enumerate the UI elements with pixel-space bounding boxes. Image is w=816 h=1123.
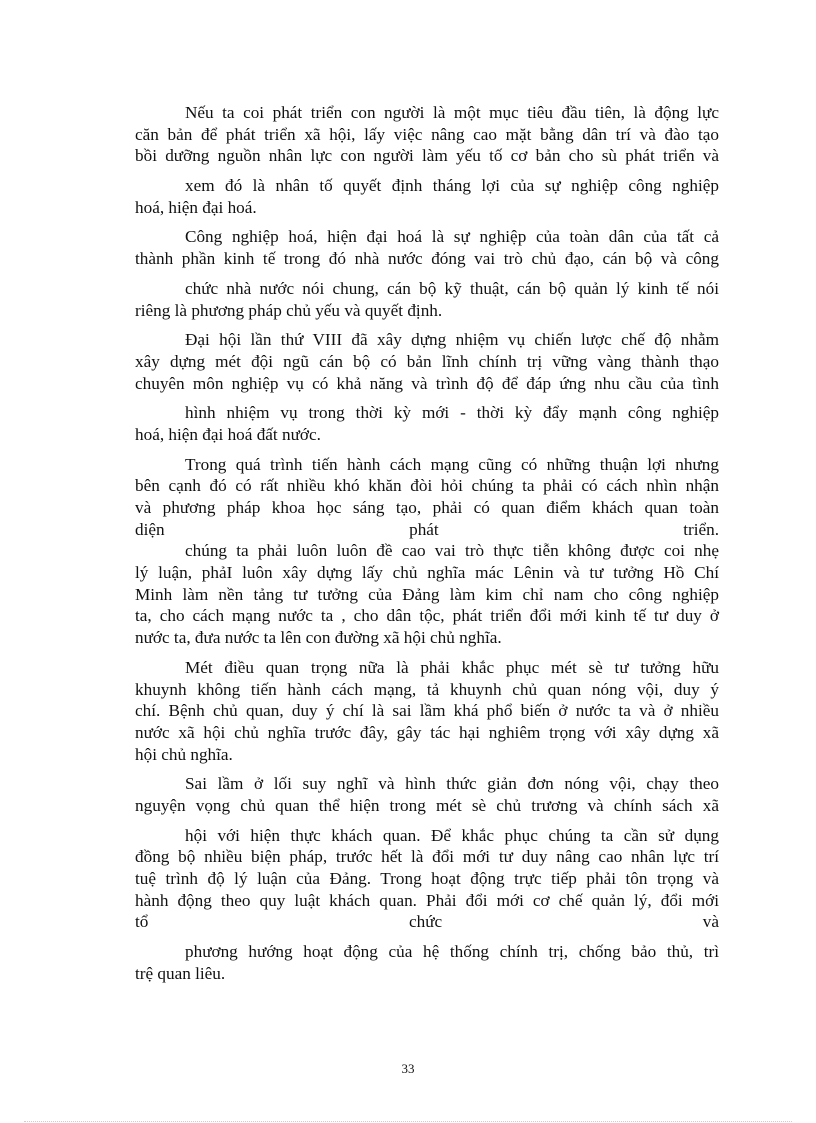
paragraph-12: [135, 941, 719, 984]
paragraph-2: [135, 175, 719, 218]
text-line: thành phần kinh tế trong đó nhà nước đóng vai trò chủ đạo, cán bộ và công: [135, 249, 719, 269]
paragraph-1: [135, 102, 719, 167]
text-line: bên cạnh đó có rất nhiều khó khăn đòi hỏi chúng ta phải có cách nhìn nhận: [135, 476, 719, 496]
text-line: Mét điều quan trọng nữa là phải khắc phục mét sè tư tưởng hữu: [185, 657, 719, 677]
text-line: hoá, hiện đại hoá.: [135, 197, 257, 217]
text-line: khuynh không tiến hành cách mạng, tả khuynh chủ quan nóng vội, duy ý: [135, 679, 719, 699]
text-line: hội với hiện thực khách quan. Để khắc phục chúng ta cần sử dụng: [185, 825, 719, 845]
text-line: ta, cho cách mạng nước ta , cho dân tộc, phát triển đổi mới kinh tế tư duy ở: [135, 606, 719, 626]
text-line: căn bản để phát triển xã hội, lấy việc nâng cao mặt bằng dân trí và đào tạo: [135, 124, 719, 144]
paragraph-4: [135, 278, 719, 321]
text-line: Sai lầm ở lối suy nghĩ và hình thức giản đơn nóng vội, chạy theo: [185, 774, 719, 794]
text-line: tuệ trình độ lý luận của Đảng. Trong hoạt động trực tiếp phải tôn trọng và: [135, 869, 719, 888]
text-line: chúng ta phải luôn luôn đề cao vai trò thực tiễn không được coi nhẹ: [185, 541, 719, 561]
text-line: trệ quan liêu.: [135, 963, 226, 983]
text-line: nước ta, đưa nước ta lên con đường xã hội chủ nghĩa.: [135, 628, 502, 648]
text-line: hình nhiệm vụ trong thời kỳ mới - thời kỳ đẩy mạnh công nghiệp: [185, 403, 719, 423]
paragraph-8: [135, 540, 719, 648]
paragraph-9: [135, 657, 719, 765]
paragraph-6: [135, 402, 719, 445]
text-line: bồi dưỡng nguồn nhân lực con người làm yếu tố cơ bản cho sù phát triển và: [135, 146, 719, 166]
text-line: hội chủ nghĩa.: [135, 744, 233, 764]
paragraph-7: [135, 454, 719, 541]
text-line: hoá, hiện đại hoá đất nước.: [135, 424, 321, 444]
text-line: lý luận, phảI luôn xây dựng lấy chủ nghĩa mác Lênin và tư tưởng Hồ Chí: [135, 563, 719, 583]
text-line: nguyện vọng chủ quan thể hiện trong mét sè chủ trương và chính sách xã: [135, 795, 719, 815]
paragraph-3: [135, 226, 719, 269]
text-line: Nếu ta coi phát triển con người là một mục tiêu đầu tiên, là động lực: [185, 103, 719, 122]
text-line: xây dựng mét đội ngũ cán bộ có bản lĩnh chính trị vững vàng thành thạo: [135, 351, 719, 371]
text-line: chuyên môn nghiệp vụ có khả năng và trình độ để đáp ứng nhu cầu của tình: [135, 373, 719, 393]
paragraph-11: [135, 825, 719, 933]
text-line: phương hướng hoạt động của hệ thống chính trị, chống bảo thủ, trì: [185, 942, 719, 962]
text-line: Minh làm nền tảng tư tưởng của Đảng làm kim chỉ nam cho công nghiệp: [135, 584, 719, 604]
page-number: 33: [401, 1061, 415, 1076]
text-line: diện phát triển.: [135, 519, 719, 539]
text-line: Đại hội lần thứ VIII đã xây dựng nhiệm vụ chiến lược chế độ nhằm: [185, 330, 719, 350]
paragraph-5: [135, 329, 719, 394]
text-line: tổ chức và: [135, 912, 719, 932]
paragraph-10: [135, 773, 719, 816]
page-bottom-divider: [24, 1121, 792, 1122]
text-line: và phương pháp khoa học sáng tạo, phải có quan điểm khách quan toàn: [135, 498, 719, 517]
text-line: riêng là phương pháp chủ yếu và quyết định.: [135, 300, 443, 320]
text-line: hành động theo quy luật khách quan. Phải đổi mới cơ chế quản lý, đổi mới: [135, 890, 719, 910]
text-line: Công nghiệp hoá, hiện đại hoá là sự nghiệp của toàn dân của tất cả: [185, 227, 719, 247]
text-line: chí. Bệnh chủ quan, duy ý chí là sai lầm khá phổ biến ở nước ta và ở nhiều: [135, 701, 719, 721]
text-line: đồng bộ nhiều biện pháp, trước hết là đổi mới tư duy nâng cao nhân lực trí: [135, 847, 719, 867]
text-line: Trong quá trình tiến hành cách mạng cũng có những thuận lợi nhưng: [185, 454, 719, 474]
text-line: chức nhà nước nói chung, cán bộ kỹ thuật, cán bộ quản lý kinh tế nói: [185, 278, 719, 298]
text-line: xem đó là nhân tố quyết định tháng lợi của sự nghiệp công nghiệp: [185, 176, 719, 196]
body-text: [135, 102, 719, 984]
text-line: nước xã hội chủ nghĩa trước đây, gây tác hại nghiêm trọng với xây dựng xã: [135, 722, 719, 742]
